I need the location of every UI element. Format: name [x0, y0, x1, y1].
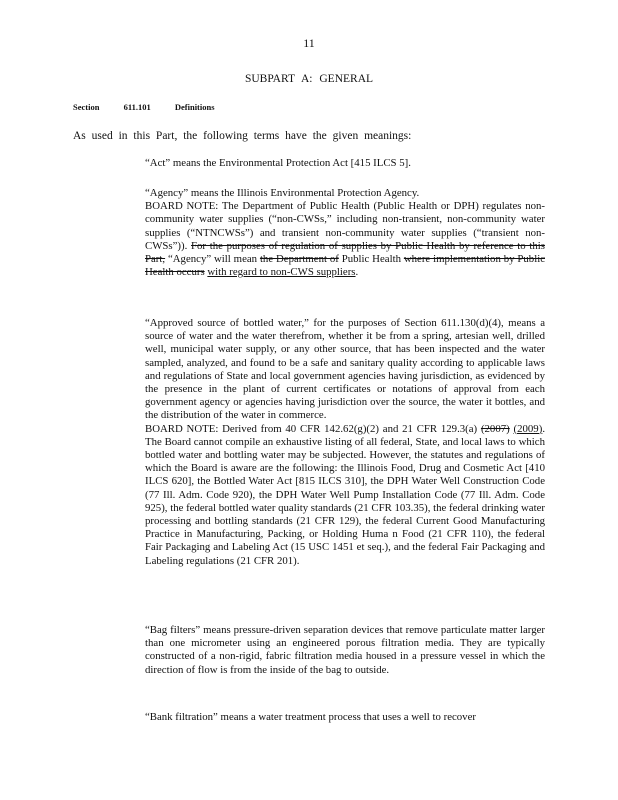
intro-paragraph: As used in this Part, the following terms have the given meanings: — [73, 130, 412, 142]
section-heading — [73, 102, 237, 112]
board-note-agency-text-2: “Agency” will mean — [167, 253, 258, 266]
definition-act-text: “Act” means the Environmental Protection Act [415 ILCS 5]. — [145, 157, 411, 169]
definition-approved-source — [145, 317, 545, 568]
board-note-approved-source-text: BOARD NOTE: Derived from 40 CFR 142.62(g)(2) and 21 CFR 129.3(a) — [145, 422, 478, 435]
inserted-text: with regard to non-CWS suppliers — [207, 266, 356, 279]
board-note-approved-source — [145, 423, 545, 568]
definition-approved-source-text: “Approved source of bottled water,” for the purposes of Section 611.130(d)(4), means a source of water and the water therefrom, whether it be from a spring, artesian well, drilled well, municipal water supply, or any other source, that has been inspected and the water sampled, analyzed, and found to be a safe and sanitary quality according to applicable laws and regulations of State and local government agencies having jurisdiction, as evidenced by the presence in the plant of current certificates or notations of approval from each government agency or agencies having jurisdiction over the source, the water it bottles, and the distribution of the water in commerce. — [145, 317, 545, 422]
definition-bank-filtration — [145, 711, 545, 724]
page-number: 11 — [303, 36, 315, 50]
board-note-agency-text: BOARD NOTE: The Department of Public Health (Public Health or DPH) regulates non-community water supplies (“non-CWSs,” including non-transient, non-community water supplies (“NTNCWSs”) and transient non-community water supplies (“transient non-CWSs”)). — [145, 200, 545, 252]
board-note-agency: BOARD NOTE: The Department of Public Health (Public Health or DPH) regulates non-community water supplies (“non-CWSs,” including non-transient, non-community water supplies (“NTNCWSs”) and transient non-community water supplies (“transient non-CWSs”)). For the purposes of regulation of supplies by Public Health by reference to this Part, “Agency” will mean the Department of Public Health where implementation by Public Health occurs with regard to non-CWS suppliers. — [145, 200, 545, 279]
definition-agency — [145, 187, 545, 279]
definition-bag-filters-text: “Bag filters” means pressure-driven separation devices that remove particulate matter larger than one micrometer using an engineered porous filtration media. They are typically constructed of a non-rigid, fabric filtration media housed in a pressure vessel in which the direction of flow is from the inside of the bag to outside. — [145, 624, 545, 676]
definition-bag-filters — [145, 624, 545, 677]
definition-agency-text: “Agency” means the Illinois Environmental Protection Agency. — [145, 187, 420, 199]
section-number: 611.101 — [123, 102, 151, 112]
deleted-text: For the purposes of regulation of supplies by Public Health by reference to this Part, — [145, 239, 545, 266]
section-title: Definitions — [174, 102, 215, 112]
deleted-text: the Department of — [259, 253, 339, 266]
section-label: Section — [73, 102, 100, 112]
board-note-approved-source-rest: . The Board cannot compile an exhaustive listing of all federal, State, and local laws to which bottled water and bottling water may be subjected. However, the statutes and regulations of which the Board is aware are the following: the Illinois Food, Drug and Cosmetic Act [410 ILCS 620], the Bottled Water Act [815 ILCS 310], the DPH Water Well Construction Code (77 Ill. Adm. Code 920), the DPH Water Well Pump Installation Code (77 Ill. Adm. Code 925), the federal bottled water quality standards (21 CFR 103.35), the federal drinking water processing and bottling standards (21 CFR 129), the federal Current Good Manufacturing Practice in Manufacturing, Packing, or Holding Huma n Food (21 CFR 110), the federal Fair Packaging and Labeling Act (15 USC 1451 et seq.), and the federal Fair Packaging and Labeling regulations (21 CFR 201). — [145, 422, 546, 567]
subpart-heading: SUBPART A: GENERAL — [244, 73, 374, 85]
board-note-agency-text-3: Public Health — [341, 253, 401, 266]
deleted-text: (2007) — [480, 422, 510, 435]
definition-bank-filtration-text: “Bank filtration” means a water treatment process that uses a well to recover — [145, 711, 476, 723]
deleted-text: where implementation by Public Health occurs — [145, 253, 545, 279]
definition-act — [145, 157, 545, 170]
inserted-text: (2009) — [513, 422, 543, 435]
